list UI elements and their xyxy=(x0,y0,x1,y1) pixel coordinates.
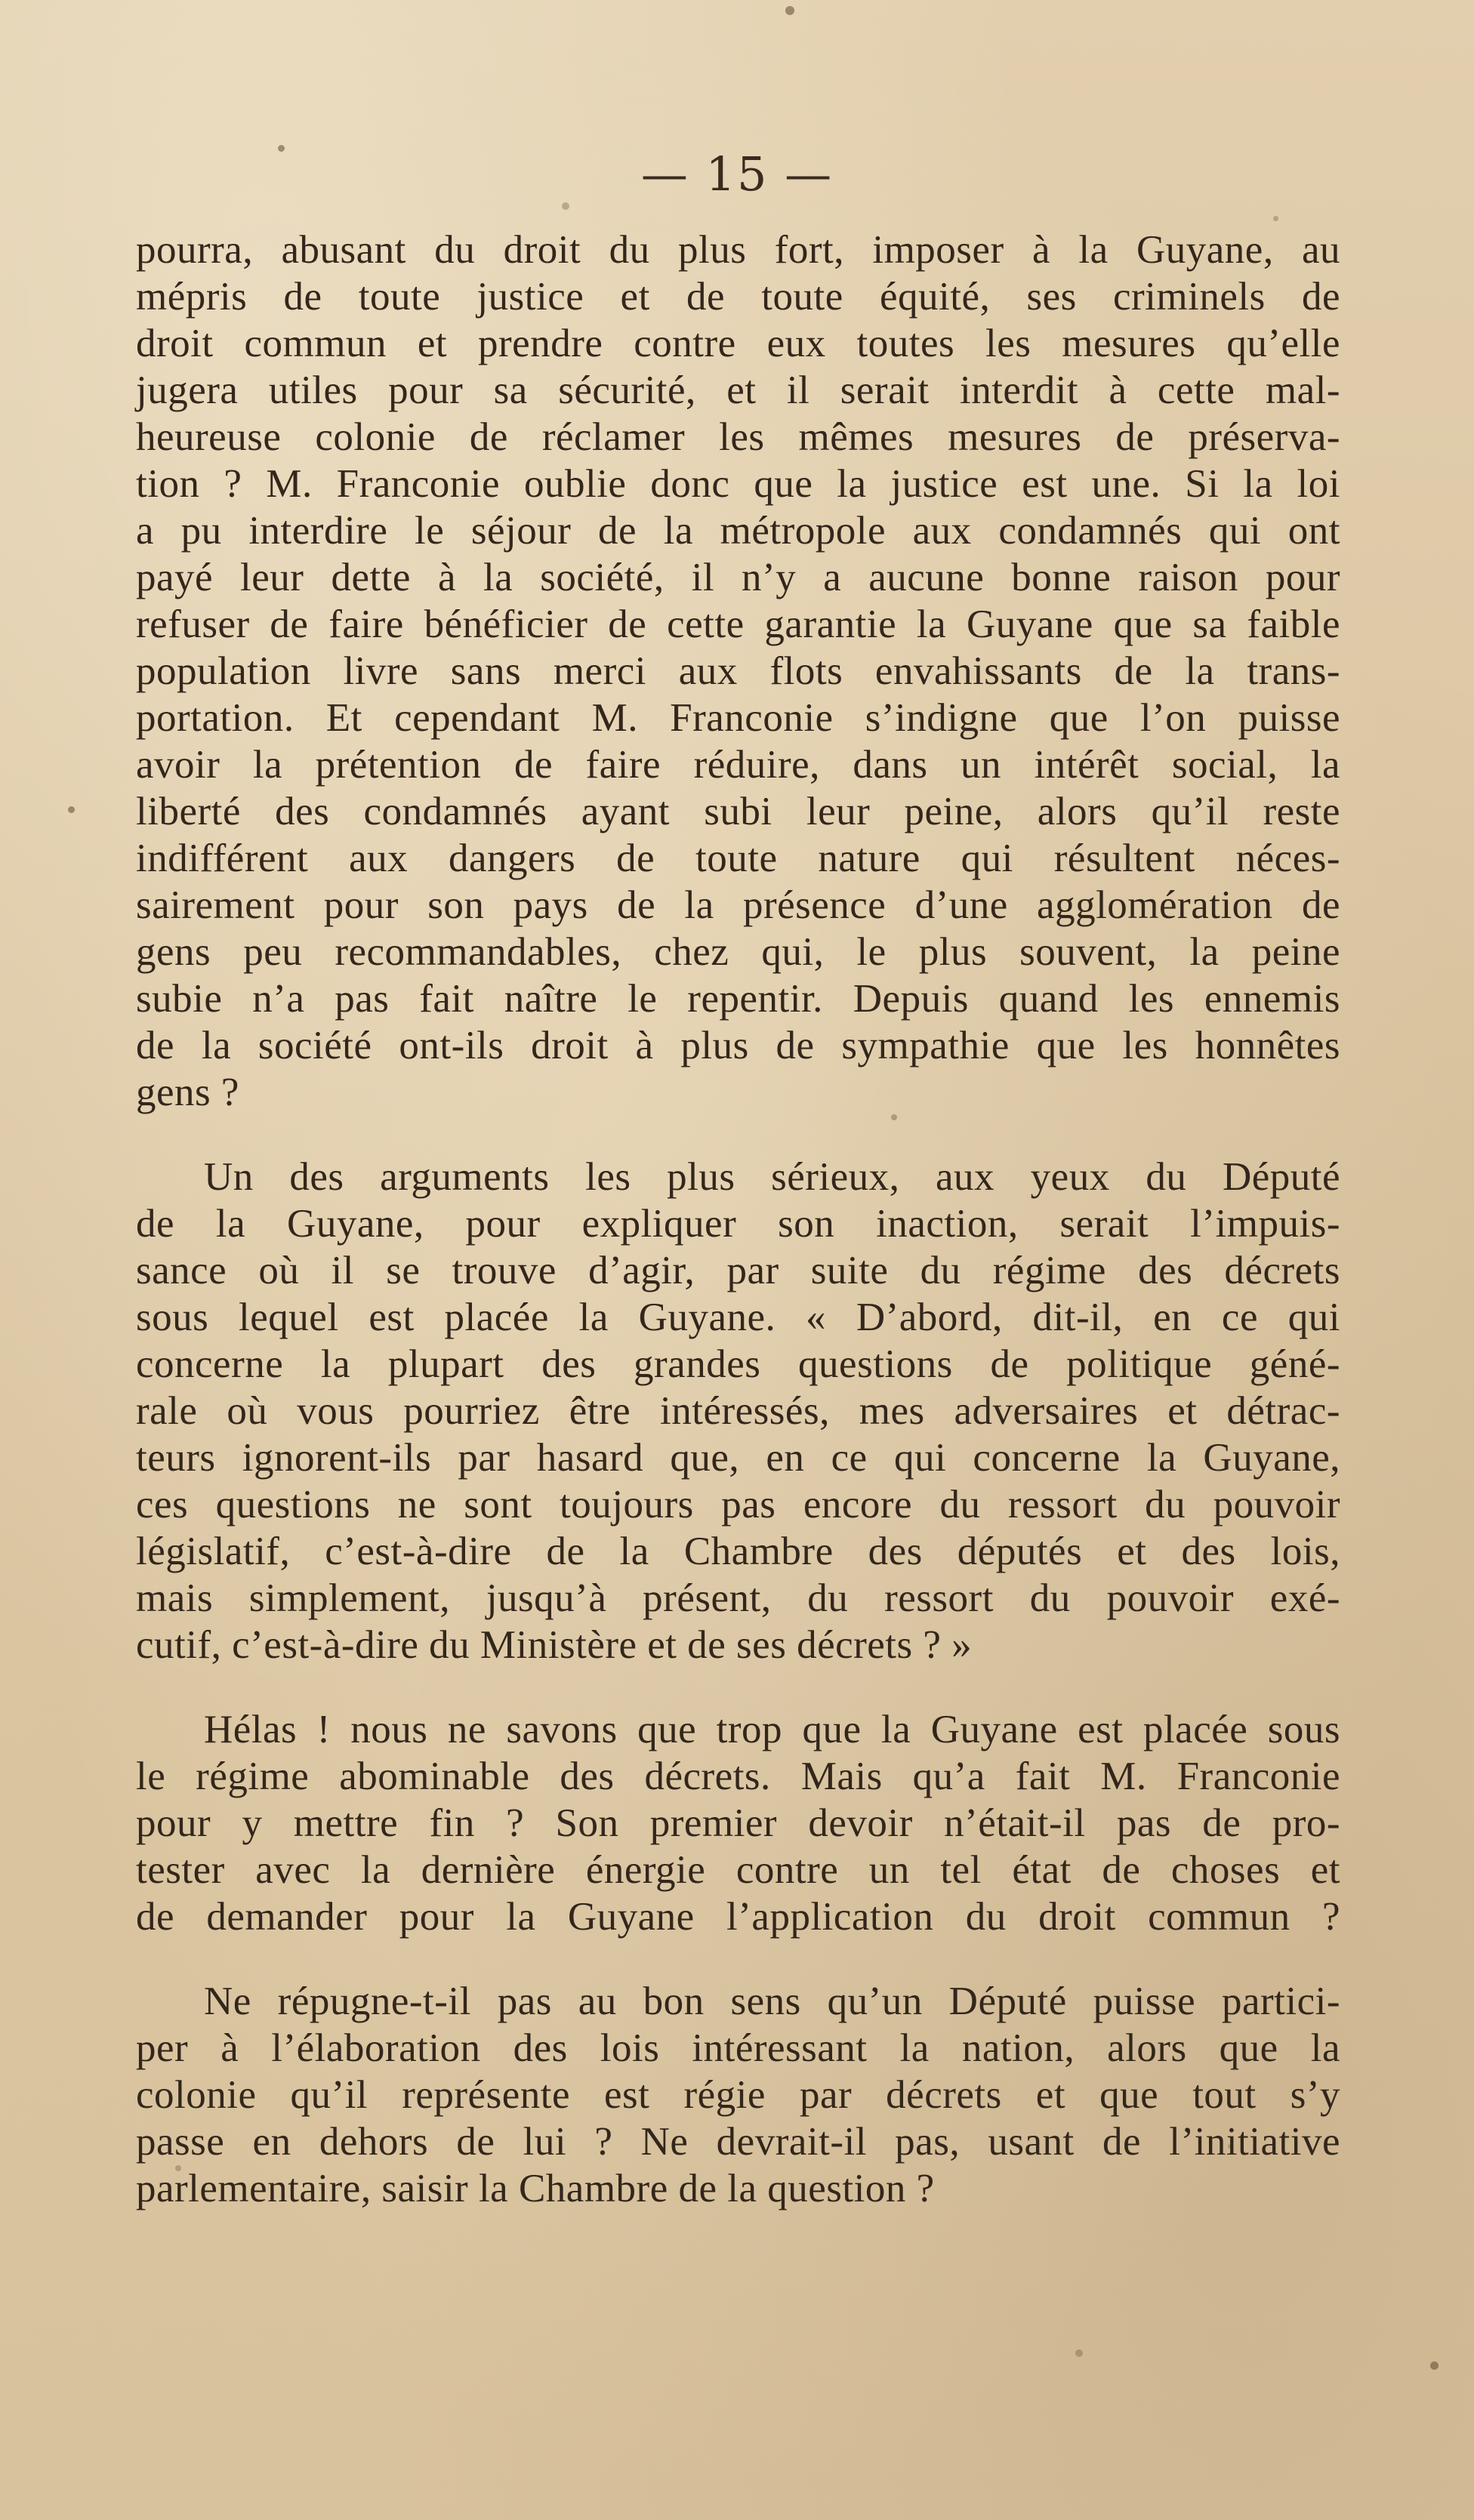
text-line: gens peu recommandables, chez qui, le plus souvent, la peine xyxy=(136,930,1340,974)
text-line: pourra, abusant du droit du plus fort, imposer à la Guyane, au xyxy=(136,228,1340,272)
text-line: indifférent aux dangers de toute nature qui résultent néces- xyxy=(136,836,1340,880)
text-line: colonie qu’il représente est régie par décrets et que tout s’y xyxy=(136,2073,1340,2117)
text-line: portation. Et cependant M. Franconie s’indigne que l’on puisse xyxy=(136,696,1340,740)
text-line: concerne la plupart des grandes questions de politique géné- xyxy=(136,1342,1340,1386)
foxing-spot xyxy=(1075,2349,1083,2357)
paragraph xyxy=(136,1978,1340,2212)
text-line: cutif, c’est-à-dire du Ministère et de ses décrets ? » xyxy=(136,1623,973,1667)
paragraph xyxy=(136,1154,1340,1668)
text-line: le régime abominable des décrets. Mais qu’a fait M. Franconie xyxy=(136,1754,1340,1798)
text-line: per à l’élaboration des lois intéressant la nation, alors que la xyxy=(136,2026,1340,2070)
text-line: Un des arguments les plus sérieux, aux yeux du Député xyxy=(204,1155,1340,1199)
text-line: Ne répugne-t-il pas au bon sens qu’un Député puisse partici- xyxy=(204,1979,1340,2023)
text-line: législatif, c’est-à-dire de la Chambre des députés et des lois, xyxy=(136,1530,1340,1573)
text-line: subie n’a pas fait naître le repentir. Depuis quand les ennemis xyxy=(136,977,1340,1021)
text-line: de la Guyane, pour expliquer son inaction, serait l’impuis- xyxy=(136,1202,1340,1246)
text-line: sance où il se trouve d’agir, par suite du régime des décrets xyxy=(136,1249,1340,1292)
paragraph xyxy=(136,226,1340,1116)
foxing-spot xyxy=(68,806,75,813)
text-line: avoir la prétention de faire réduire, dans un intérêt social, la xyxy=(136,743,1340,787)
text-line: ces questions ne sont toujours pas encore du ressort du pouvoir xyxy=(136,1483,1340,1526)
text-line: refuser de faire bénéficier de cette garantie la Guyane que sa faible xyxy=(136,602,1340,646)
text-line: gens ? xyxy=(136,1071,239,1114)
text-line: a pu interdire le séjour de la métropole aux condamnés qui ont xyxy=(136,509,1340,553)
text-line: passe en dehors de lui ? Ne devrait-il pas, usant de l’initiative xyxy=(136,2120,1340,2164)
paragraph xyxy=(136,1706,1340,1940)
text-line: de la société ont-ils droit à plus de sympathie que les honnêtes xyxy=(136,1024,1340,1067)
text-line: liberté des condamnés ayant subi leur peine, alors qu’il reste xyxy=(136,790,1340,833)
text-line: parlementaire, saisir la Chambre de la question ? xyxy=(136,2167,935,2210)
text-line: sous lequel est placée la Guyane. « D’abord, dit-il, en ce qui xyxy=(136,1295,1340,1339)
text-line: population livre sans merci aux flots envahissants de la trans- xyxy=(136,649,1340,693)
text-line: jugera utiles pour sa sécurité, et il serait interdit à cette mal- xyxy=(136,368,1340,412)
text-line: sairement pour son pays de la présence d’une agglomération de xyxy=(136,883,1340,927)
body-text xyxy=(136,226,1340,2250)
text-line: mépris de toute justice et de toute équité, ses criminels de xyxy=(136,275,1340,319)
text-line: heureuse colonie de réclamer les mêmes mesures de préserva- xyxy=(136,415,1340,459)
foxing-spot xyxy=(562,202,569,210)
text-line: mais simplement, jusqu’à présent, du ressort du pouvoir exé- xyxy=(136,1576,1340,1620)
page-number: — 15 — xyxy=(640,146,834,202)
foxing-spot xyxy=(1273,216,1278,221)
text-line: droit commun et prendre contre eux toutes les mesures qu’elle xyxy=(136,322,1340,365)
text-line: payé leur dette à la société, il n’y a aucune bonne raison pour xyxy=(136,556,1340,599)
foxing-spot xyxy=(1430,2361,1439,2370)
text-line: teurs ignorent-ils par hasard que, en ce qui concerne la Guyane, xyxy=(136,1436,1340,1480)
text-line: pour y mettre fin ? Son premier devoir n’était-il pas de pro- xyxy=(136,1801,1340,1845)
text-line: tion ? M. Franconie oublie donc que la justice est une. Si la loi xyxy=(136,462,1340,506)
text-line: de demander pour la Guyane l’application du droit commun ? xyxy=(136,1895,1340,1939)
foxing-spot xyxy=(785,6,794,15)
text-line: tester avec la dernière énergie contre un tel état de choses et xyxy=(136,1848,1340,1892)
text-line: Hélas ! nous ne savons que trop que la Guyane est placée sous xyxy=(204,1708,1340,1751)
text-line: rale où vous pourriez être intéressés, mes adversaires et détrac- xyxy=(136,1389,1340,1433)
